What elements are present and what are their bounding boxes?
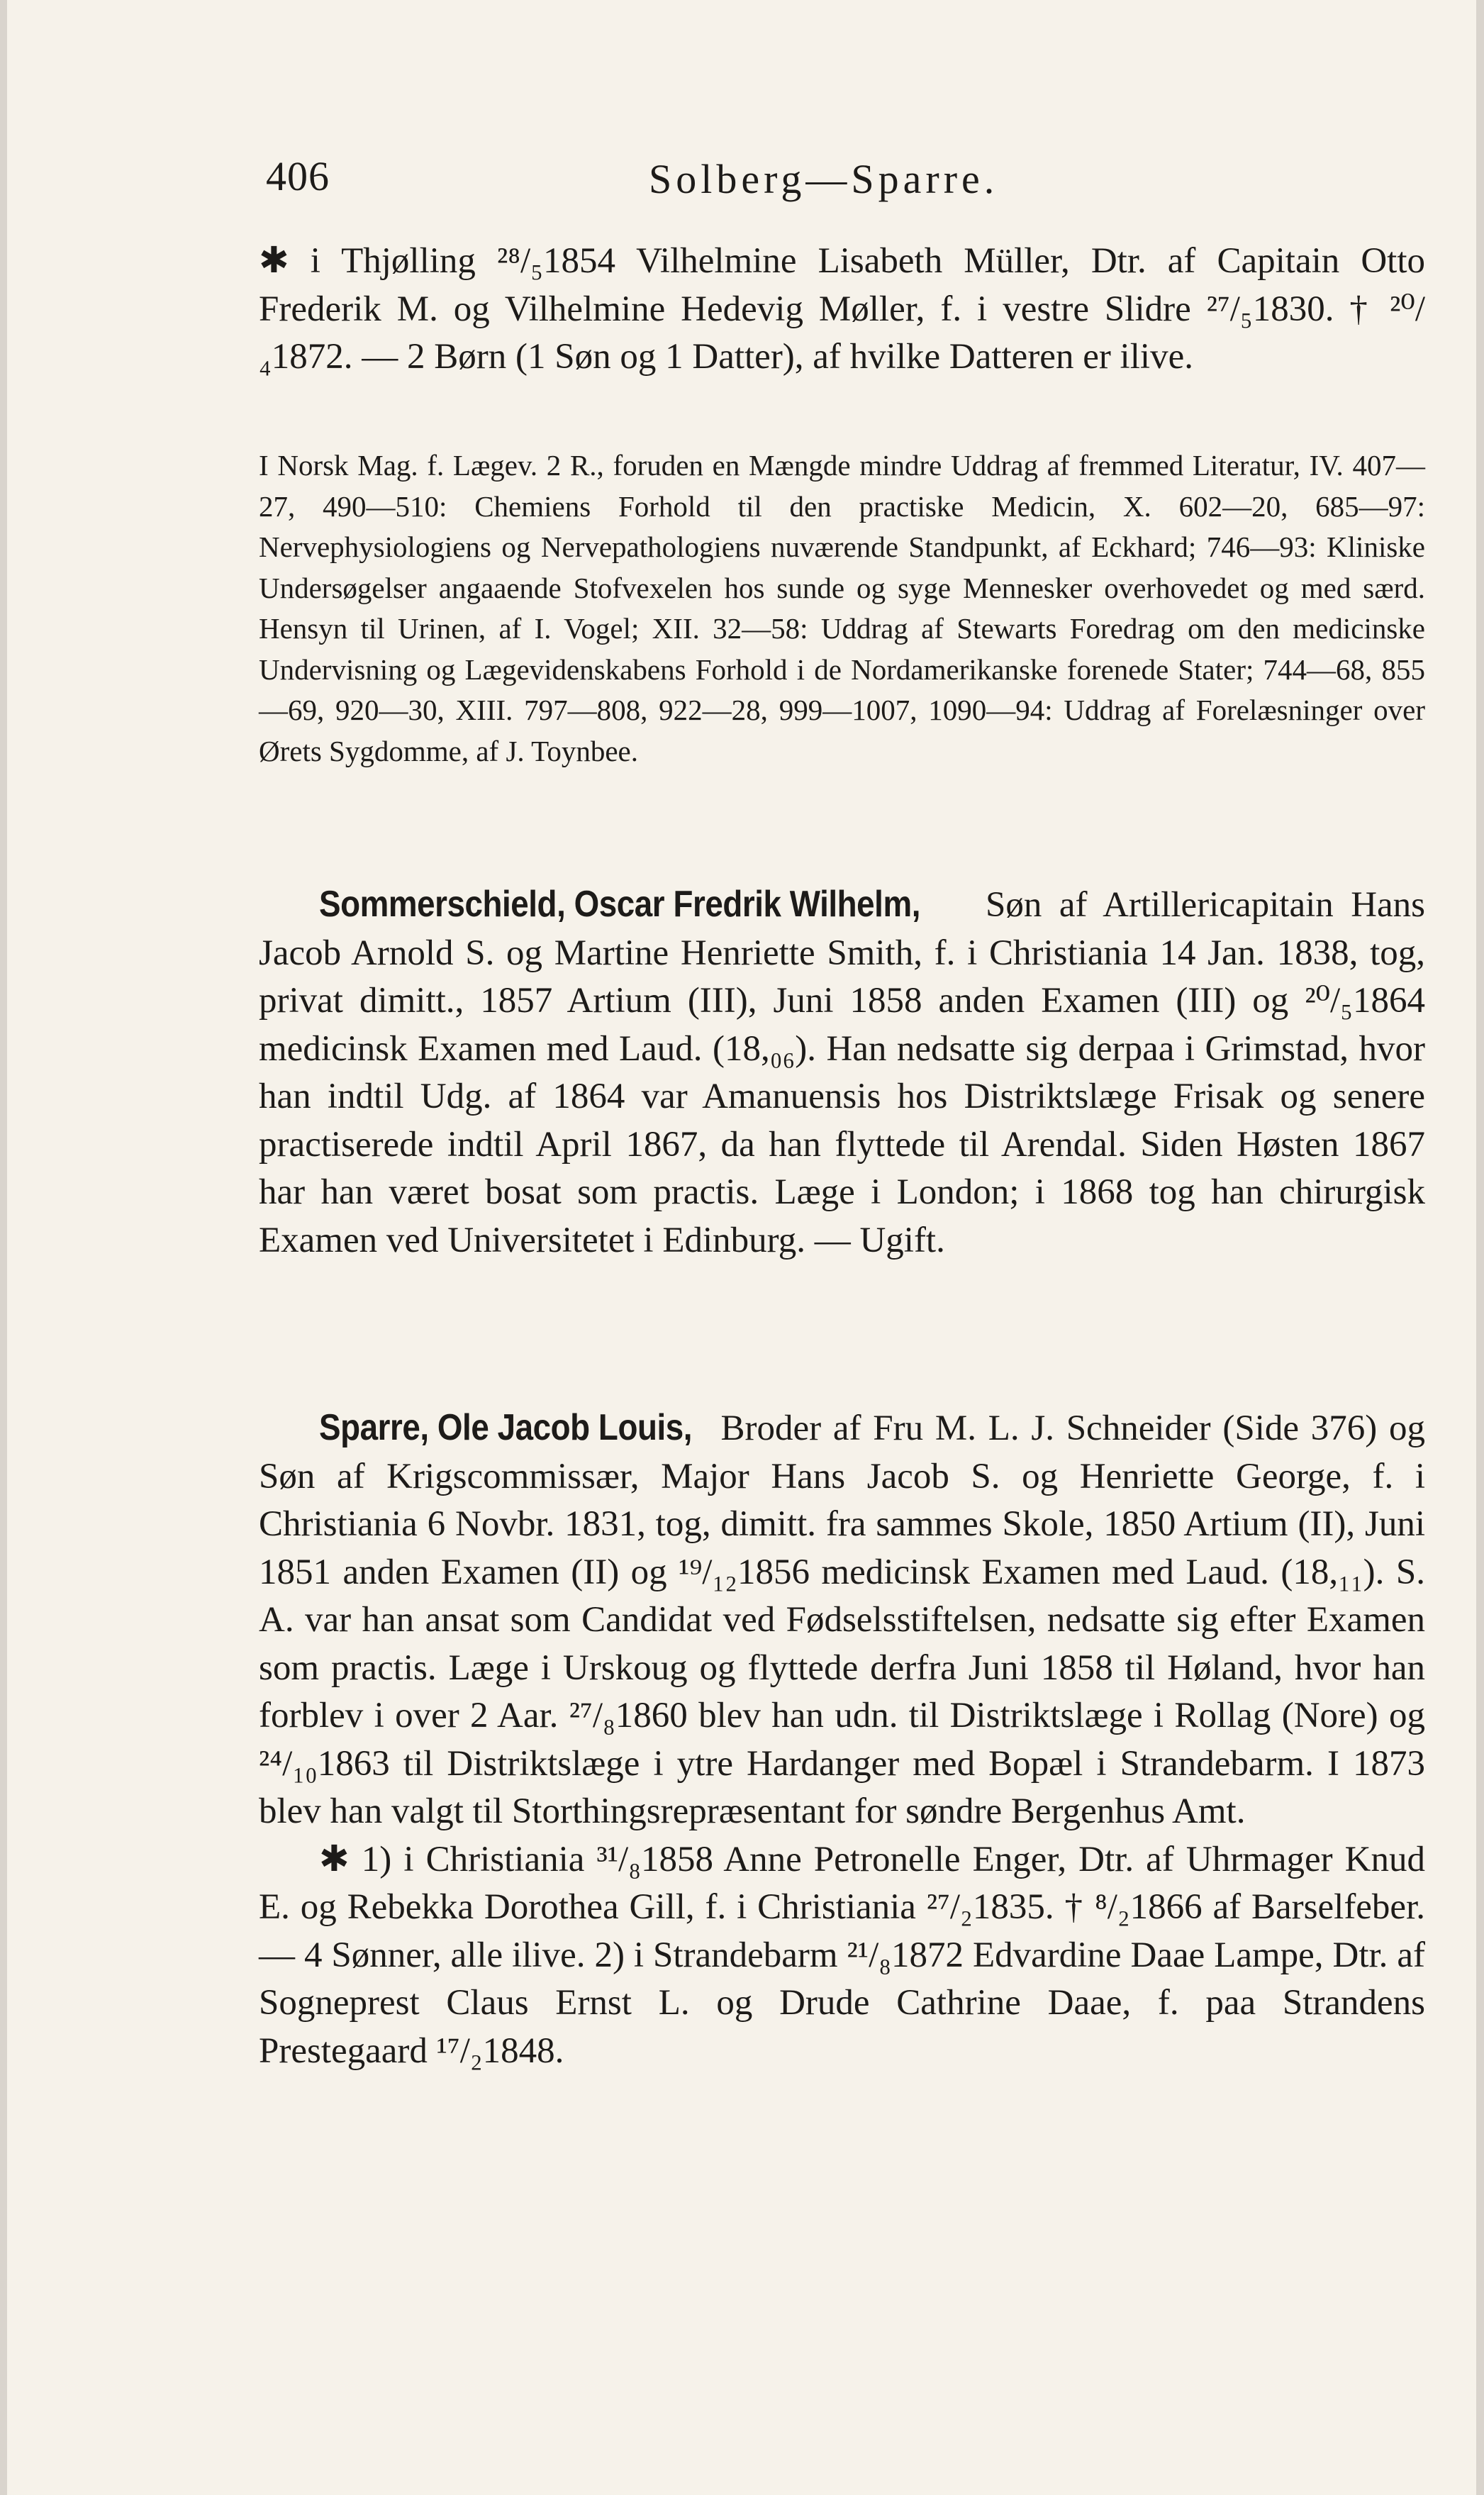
sommerschield-paragraph [259, 881, 1425, 1265]
solberg-marriage-paragraph [259, 238, 1425, 382]
sparre-marriage-paragraph [259, 1836, 1425, 2076]
page-header [266, 152, 1329, 202]
running-head: Solberg—Sparre. [649, 156, 999, 202]
sommerschield-name: Sommerschield, Oscar Fredrik Wilhelm, [319, 884, 920, 925]
sommerschield-body: Søn af Artillericapitain Hans Jacob Arnold S. og Martine Henriette Smith, f. i Christiania 14 Jan. 1838, tog, privat dimitt., 1857 Artium (III), Juni 1858 anden Examen (III) og ²⁰/₅1864 medicinsk Examen med Laud. (18,₀₆). Han nedsatte sig derpaa i Grimstad, hvor han indtil Udg. af 1864 var Amanuensis hos Distriktslæge Frisak og senere practiserede indtil April 1867, da han flyttede til Arendal. Siden Høsten 1867 har han været bosat som practis. Læge i London; i 1868 tog han chirurgisk Examen ved Universitetet i Edinburg. — Ugift. [259, 885, 1426, 1260]
page-number: 406 [266, 153, 330, 199]
sparre-entry [259, 1404, 1425, 2075]
sparre-paragraph [259, 1404, 1425, 1836]
sparre-name: Sparre, Ole Jacob Louis, [319, 1407, 693, 1448]
solberg-bibliography-text: I Norsk Mag. f. Lægev. 2 R., foruden en Mængde mindre Uddrag af fremmed Literatur, IV. 407—27, 490—510: Chemiens Forhold til den practiske Medicin, X. 602—20, 685—97: Nervephysiologiens og Nervepathologiens nuværende Standpunkt, af Eckhard; 746—93: Kliniske Undersøgelser angaaende Stofvexelen hos sunde og syge Mennesker overhovedet og med særd. Hensyn til Urinen, af I. Vogel; XII. 32—58: Uddrag af Stewarts Foredrag om den medicinske Undervisning og Lægevidenskabens Forhold i de Nordamerikanske forenede Stater; 744—68, 855—69, 920—30, XIII. 797—808, 922—28, 999—1007, 1090—94: Uddrag af Forelæsninger over Ørets Sygdomme, af J. Toynbee. [259, 449, 1425, 767]
sparre-body: Broder af Fru M. L. J. Schneider (Side 376) og Søn af Krigscommissær, Major Hans Jacob S. og Henriette George, f. i Christiania 6 Novbr. 1831, tog, dimitt. fra sammes Skole, 1850 Artium (II), Juni 1851 anden Examen (II) og ¹⁹/₁₂1856 medicinsk Examen med Laud. (18,₁₁). S. A. var han ansat som Candidat ved Fødselsstiftelsen, nedsatte sig efter Examen som practis. Læge i Urskoug og flyttede derfra Juni 1858 til Høland, hvor han forblev i over 2 Aar. ²⁷/₈1860 blev han udn. til Distriktslæge i Rollag (Nore) og ²⁴/₁₀1863 til Distriktslæge i ytre Hardanger med Bopæl i Strandebarm. I 1873 blev han valgt til Storthingsrepræsentant for søndre Bergenhus Amt. [259, 1408, 1425, 1831]
solberg-marriage-text: ✱ i Thjølling ²⁸/₅1854 Vilhelmine Lisabeth Müller, Dtr. af Capitain Otto Frederik M. og Vilhelmine Hedevig Møller, f. i vestre Slidre ²⁷/₅1830. † ²⁰/₄1872. — 2 Børn (1 Søn og 1 Datter), af hvilke Datteren er ilive. [259, 241, 1425, 377]
solberg-bibliography-paragraph [259, 445, 1425, 772]
book-page [7, 0, 1476, 2495]
sparre-marriage-text: ✱ 1) i Christiania ³¹/₈1858 Anne Petronelle Enger, Dtr. af Uhrmager Knud E. og Rebekka Dorothea Gill, f. i Christiania ²⁷/₂1835. † ⁸/₂1866 af Barselfeber. — 4 Sønner, alle ilive. 2) i Strandebarm ²¹/₈1872 Edvardine Daae Lampe, Dtr. af Sogneprest Claus Ernst L. og Drude Cathrine Daae, f. paa Strandens Prestegaard ¹⁷/₂1848. [259, 1839, 1425, 2071]
sommerschield-entry [259, 881, 1425, 1265]
